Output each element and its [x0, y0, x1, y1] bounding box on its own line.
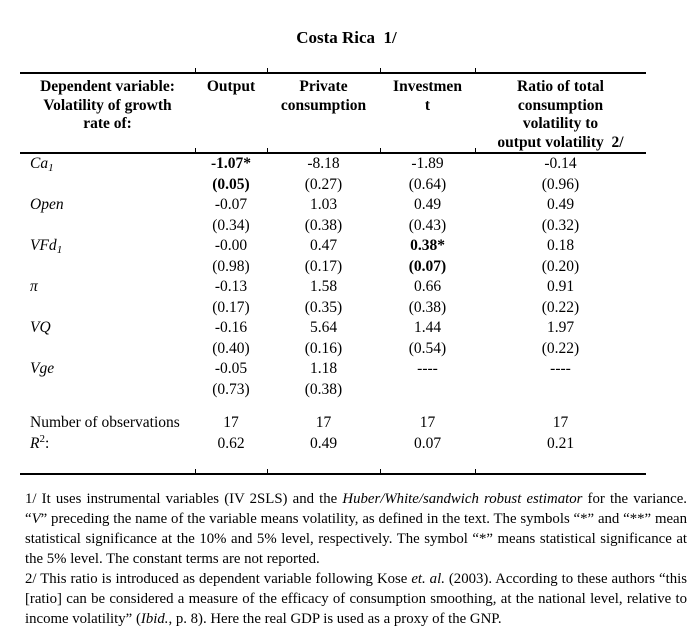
header-line: Output [206, 78, 256, 95]
coef-row-vq [20, 318, 646, 339]
table-title: Costa Rica 1/ [296, 28, 397, 47]
coef-row-pi [20, 277, 646, 298]
row-label-spacer [20, 380, 195, 401]
coefficient-cell: 0.38* [410, 237, 445, 254]
std-error-cell: (0.38) [408, 298, 447, 316]
std-error-cell: (0.40) [212, 339, 250, 357]
coefficient-cell: ---- [550, 360, 571, 377]
coef-row-ca1 [20, 154, 646, 175]
row-label-subscript: 1 [48, 162, 54, 174]
summary-value-cell: 0.21 [546, 434, 575, 452]
std-error-cell: (0.96) [541, 175, 580, 193]
summary-value-cell: 17 [552, 414, 569, 431]
column-divider-tick [195, 68, 196, 74]
coefficient-cell: 1.44 [413, 319, 442, 336]
std-error-cell: (0.34) [212, 216, 250, 234]
se-row-vq [20, 339, 646, 360]
table-bottom-rule [20, 473, 646, 475]
coefficient-cell: -0.16 [214, 319, 248, 336]
footnote-text-segment: for the variance. “ [25, 491, 687, 527]
std-error-cell: (0.17) [212, 298, 250, 316]
summary-label-text: Number of observations [30, 414, 180, 431]
summary-label-n-obs [20, 413, 195, 434]
header-line: Ratio of total [517, 78, 604, 95]
column-divider-tick [380, 68, 381, 74]
footnote-text-segment: 2/ This ratio is introduced as dependent variable following Kose [25, 571, 412, 587]
row-label-text: Vge [30, 360, 55, 377]
footnote-2 [25, 569, 687, 629]
row-label-spacer [20, 257, 195, 278]
column-divider-tick [475, 68, 476, 74]
row-label-pi [20, 277, 195, 298]
table-body [20, 154, 646, 400]
coefficient-cell: 0.18 [546, 237, 575, 254]
coef-row-open [20, 195, 646, 216]
summary-value-cell: 0.49 [309, 434, 338, 452]
row-label-text: Open [30, 196, 64, 213]
std-error-cell: (0.07) [408, 257, 447, 275]
row-label-text: π [30, 278, 38, 295]
coefficient-cell: 1.03 [309, 196, 338, 213]
row-label-open [20, 195, 195, 216]
std-error-cell: (0.98) [212, 257, 250, 275]
coefficient-cell: 1.97 [546, 319, 575, 336]
coefficient-cell: 0.49 [413, 196, 442, 213]
header-line: volatility to [522, 115, 599, 132]
std-error-cell: (0.20) [541, 257, 580, 275]
footnotes-block [25, 489, 687, 629]
std-error-cell [380, 380, 475, 401]
row-label-ca1 [20, 154, 195, 175]
table-top-rule [20, 72, 646, 74]
header-line: consumption [280, 96, 367, 114]
row-label-spacer [20, 298, 195, 319]
footnote-text-segment: , p. 8). Here the real GDP is used as a proxy of the GNP. [168, 611, 502, 627]
coefficient-cell: 1.58 [309, 278, 338, 295]
coefficient-cell: -1.89 [411, 155, 444, 172]
std-error-cell: (0.32) [541, 216, 580, 234]
footnote-italic-segment: Ibid. [140, 611, 169, 627]
std-error-cell [475, 380, 646, 401]
std-error-cell: (0.05) [212, 175, 250, 193]
column-header-dependent-variable [20, 78, 195, 152]
coefficient-cell: 5.64 [309, 319, 338, 336]
table-summary [20, 413, 646, 454]
coefficient-cell: -0.00 [214, 237, 248, 254]
se-row-pi [20, 298, 646, 319]
coefficient-cell: -1.07* [210, 155, 252, 172]
summary-label-superscript: 2 [39, 432, 45, 445]
coefficient-cell: -0.14 [544, 155, 577, 172]
row-label-subscript: 1 [56, 244, 63, 256]
summary-value-cell: 0.62 [217, 434, 245, 452]
coefficient-cell: -0.07 [214, 196, 248, 213]
footnote-italic-segment: Huber/White/sandwich robust estimator [342, 491, 583, 507]
column-header-output [195, 78, 267, 152]
row-label-spacer [20, 339, 195, 360]
footnote-text-segment: (2003). According to these authors “this [ratio] can be considered a measure of the efficacy of consumption smoothing, at the national level, relative to income volatility” ( [25, 571, 687, 627]
std-error-cell: (0.38) [304, 380, 343, 398]
coefficient-cell: 1.18 [309, 360, 338, 377]
summary-value-cell: 17 [315, 414, 332, 431]
column-divider-tick [195, 469, 196, 475]
std-error-cell: (0.22) [541, 339, 580, 357]
std-error-cell: (0.22) [541, 298, 580, 316]
coefficient-cell: -0.05 [214, 360, 248, 377]
summary-value-cell: 17 [223, 414, 239, 431]
column-divider-tick [380, 469, 381, 475]
std-error-cell: (0.17) [304, 257, 343, 275]
header-line: Volatility of growth [43, 96, 172, 114]
coef-row-vge [20, 359, 646, 380]
std-error-cell: (0.43) [408, 216, 447, 234]
column-divider-tick [267, 469, 268, 475]
se-row-ca1 [20, 175, 646, 196]
std-error-cell: (0.54) [408, 339, 447, 357]
header-line: consumption [517, 96, 604, 114]
summary-value-cell: 0.07 [413, 434, 442, 452]
header-line: t [424, 96, 431, 114]
coefficient-cell: -0.13 [214, 278, 248, 295]
column-divider-tick [267, 68, 268, 74]
table-header-row [20, 78, 646, 152]
coef-row-vfd1 [20, 236, 646, 257]
header-line: Private [299, 78, 348, 95]
summary-row-n-obs [20, 413, 646, 434]
se-row-open [20, 216, 646, 237]
footnote-text-segment: ” preceding the name of the variable means volatility, as defined in the text. The symbols “*” and “**” mean statistical significance at the 10% and 5% level, respectively. The symbol “*” means statistical significance at the 5% level. The constant terms are not reported. [25, 511, 687, 567]
row-label-vge [20, 359, 195, 380]
summary-label-r-squared: $R^2$: [30, 432, 50, 452]
summary-row-r-squared [20, 434, 646, 455]
header-line: output volatility 2/ [497, 133, 624, 151]
std-error-cell: (0.16) [304, 339, 343, 357]
se-row-vfd1 [20, 257, 646, 278]
row-label-text: $Ca_1$ [30, 155, 54, 174]
header-line: rate of: [83, 115, 132, 132]
se-row-vge [20, 380, 646, 401]
row-label-text: VFd$_1$ [30, 237, 63, 256]
summary-label-text: R [30, 434, 40, 452]
footnote-italic-segment: V [31, 511, 41, 527]
row-label-spacer [20, 175, 195, 196]
coefficient-cell: 0.47 [309, 237, 338, 254]
header-line: Dependent variable: [40, 78, 175, 95]
coefficient-cell: ---- [417, 360, 438, 377]
row-label-spacer [20, 216, 195, 237]
coefficient-cell: -8.18 [307, 155, 340, 172]
column-header-private-consumption [267, 78, 380, 152]
coefficient-cell: 0.66 [413, 278, 442, 295]
column-header-ratio-total-consumption [475, 78, 646, 152]
row-label-vq [20, 318, 195, 339]
coefficient-cell: 0.91 [546, 278, 575, 295]
column-header-investment [380, 78, 475, 152]
std-error-cell: (0.38) [304, 216, 343, 234]
summary-value-cell: 17 [419, 414, 436, 431]
std-error-cell: (0.73) [212, 380, 250, 398]
footnote-text-segment: 1/ It uses instrumental variables (IV 2SLS) and the [25, 491, 343, 507]
footnote-italic-segment: et. al. [411, 571, 445, 587]
header-line: Investmen [393, 78, 462, 95]
row-label-text: VQ [30, 319, 51, 336]
std-error-cell: (0.35) [304, 298, 343, 316]
coefficient-cell: 0.49 [546, 196, 575, 213]
column-divider-tick [475, 469, 476, 475]
footnote-1 [25, 489, 687, 569]
std-error-cell: (0.27) [304, 175, 343, 193]
std-error-cell: (0.64) [408, 175, 447, 193]
row-label-vfd1 [20, 236, 195, 257]
